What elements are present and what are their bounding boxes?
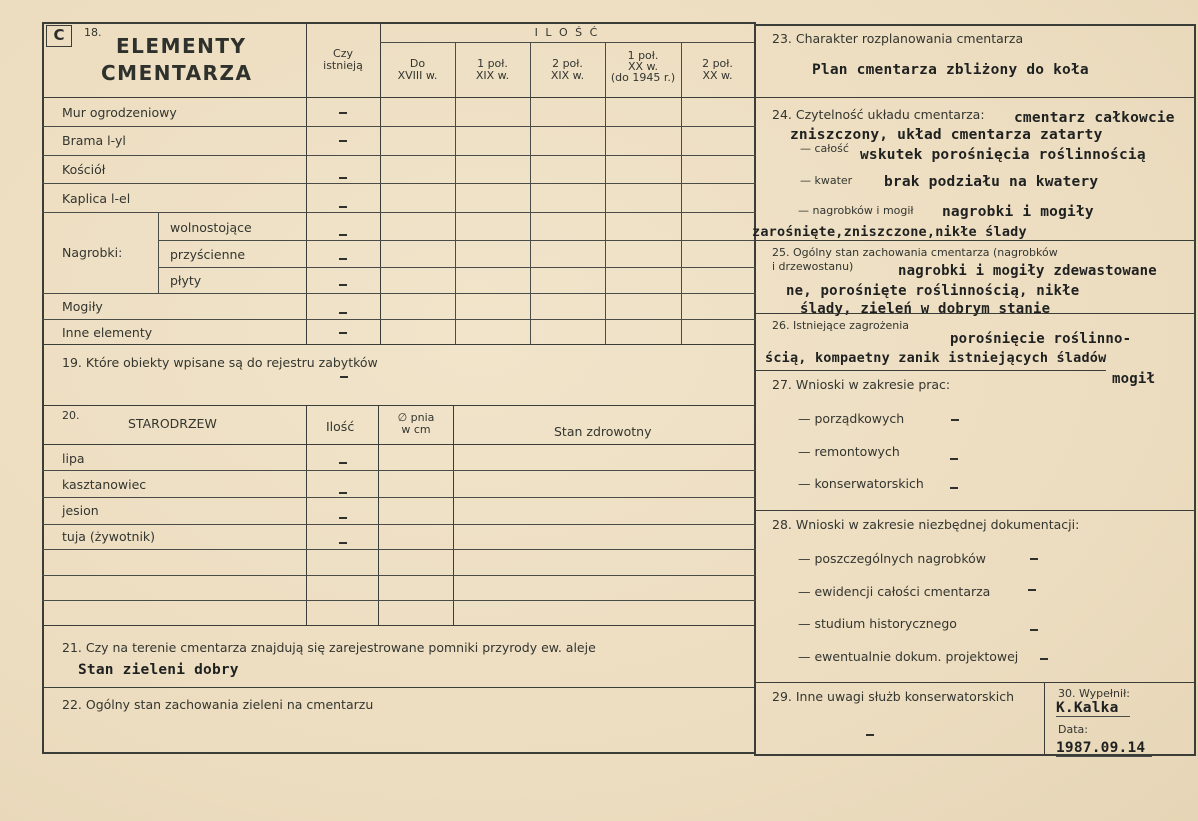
dash-brama — [339, 140, 347, 142]
row-nagrobki: Nagrobki: — [62, 245, 123, 260]
data-label: Data: — [1058, 723, 1088, 736]
a26-line3: mogił — [1112, 371, 1156, 387]
row-przyscienne: przyścienne — [170, 247, 246, 262]
dash-28a — [1030, 558, 1038, 560]
elementy-title: ELEMENTY — [116, 34, 247, 58]
dash-28c — [1030, 629, 1038, 631]
dash-inne — [339, 332, 347, 334]
row-mogily: Mogiły — [62, 299, 103, 314]
a24-line4: brak podziału na kwatery — [884, 174, 1099, 190]
dash-28b — [1028, 589, 1036, 591]
q25-line2: i drzewostanu) — [772, 260, 854, 273]
a24-line1: cmentarz całkowcie — [1014, 110, 1175, 126]
tree-lipa: lipa — [62, 451, 85, 466]
col-2pol-xx: 2 poł. XX w. — [702, 57, 733, 82]
dash-29 — [866, 734, 874, 736]
q24-nagrobkow: — nagrobków i mogił — [798, 204, 914, 217]
a26-line1: porośnięcie roślinno- — [950, 331, 1132, 347]
col-2pol-xix: 2 poł. XIX w. — [550, 57, 585, 82]
dash-27c — [950, 487, 958, 489]
q24-calosc: — całość — [800, 142, 849, 155]
row-brama: Brama l-yl — [62, 133, 126, 148]
ilosc-header: I L O Ś Ć — [534, 26, 600, 39]
dash-27a — [951, 419, 959, 421]
dash-lipa — [339, 462, 347, 464]
row-kaplica: Kaplica l-el — [62, 191, 131, 206]
q24-kwater: — kwater — [800, 174, 853, 187]
q29: 29. Inne uwagi służb konserwatorskich — [772, 689, 1014, 704]
row-wolnostojace: wolnostojące — [170, 220, 252, 235]
dash-przyscienne — [339, 258, 347, 260]
a24-line2: zniszczony, układ cmentarza zatarty — [790, 127, 1103, 143]
dash-mur — [339, 112, 347, 114]
num-20: 20. — [62, 409, 80, 422]
q19: 19. Które obiekty wpisane są do rejestru zabytków — [62, 355, 378, 370]
q23: 23. Charakter rozplanowania cmentarza — [772, 31, 1024, 46]
dash-kosciol — [339, 177, 347, 179]
a24-line3: wskutek porośnięcia roślinnością — [860, 147, 1146, 163]
ilosc2-header: Ilość — [326, 419, 355, 434]
a26-line2: ścią, kompaetny zanik istniejących śladów — [765, 350, 1107, 366]
dash-jesion — [339, 517, 347, 519]
dash-plyty — [339, 284, 347, 286]
q26: 26. Istniejące zagrożenia — [772, 319, 910, 332]
data-value: 1987.09.14 — [1056, 740, 1146, 756]
q25-line1: 25. Ogólny stan zachowania cmentarza (nagrobków — [772, 246, 1058, 259]
dash-kasztanowiec — [339, 492, 347, 494]
q28-projektowej: — ewentualnie dokum. projektowej — [798, 649, 1019, 664]
section-c-box — [46, 25, 72, 47]
q27-porzadkowych: — porządkowych — [798, 411, 905, 426]
q27-remontowych: — remontowych — [798, 444, 900, 459]
col-czy: Czy istnieją — [323, 47, 363, 72]
col-xviii: Do XVIII w. — [397, 57, 438, 82]
dash-27b — [950, 458, 958, 460]
dash-kaplica — [339, 206, 347, 208]
pnia-header: ∅ pnia w cm — [397, 411, 435, 436]
q21: 21. Czy na terenie cmentarza znajdują się zarejestrowane pomniki przyrody ew. aleje — [62, 640, 596, 655]
cmentarza-title: CMENTARZA — [101, 61, 253, 85]
a21: Stan zieleni dobry — [78, 662, 239, 678]
tree-kasztanowiec: kasztanowiec — [62, 477, 147, 492]
q24: 24. Czytelność układu cmentarza: — [772, 107, 985, 122]
q28-nagrobkow: — poszczególnych nagrobków — [798, 551, 987, 566]
col-1pol-xix: 1 poł. XIX w. — [475, 57, 510, 82]
q28: 28. Wnioski w zakresie niezbędnej dokumentacji: — [772, 517, 1080, 532]
q22: 22. Ogólny stan zachowania zieleni na cmentarzu — [62, 697, 374, 712]
row-plyty: płyty — [170, 273, 202, 288]
num-18: 18. — [84, 26, 102, 39]
q27: 27. Wnioski w zakresie prac: — [772, 377, 951, 392]
dash-tuja — [339, 542, 347, 544]
col-1pol-xx: 1 poł. XX w. (do 1945 r.) — [610, 49, 676, 84]
dash-mogily — [339, 312, 347, 314]
dash-28d — [1040, 658, 1048, 660]
a24-line6: zarośnięte,zniszczone,nikłe ślady — [752, 224, 1027, 240]
row-inne: Inne elementy — [62, 325, 153, 340]
a25-line2: ne, porośnięte roślinnością, nikłe — [786, 283, 1080, 299]
a30-signature: K.Kalka — [1056, 700, 1119, 716]
a23: Plan cmentarza zbliżony do koła — [812, 62, 1089, 78]
stan-header: Stan zdrowotny — [554, 424, 652, 439]
q28-ewidencji: — ewidencji całości cmentarza — [798, 584, 991, 599]
a24-line5: nagrobki i mogiły — [942, 204, 1094, 220]
a25-line3: ślady, zieleń w dobrym stanie — [800, 301, 1051, 317]
dash-19 — [340, 376, 348, 378]
q28-studium: — studium historycznego — [798, 616, 957, 631]
row-kosciol: Kościół — [62, 162, 106, 177]
tree-jesion: jesion — [62, 503, 99, 518]
starodrzew-header: STARODRZEW — [128, 416, 217, 431]
q30: 30. Wypełnił: — [1058, 687, 1130, 700]
dash-wolnostojace — [339, 234, 347, 236]
tree-tuja: tuja (żywotnik) — [62, 529, 156, 544]
row-mur: Mur ogrodzeniowy — [62, 105, 177, 120]
q27-konserwatorskich: — konserwatorskich — [798, 476, 924, 491]
section-c-letter: C — [53, 26, 65, 44]
a25-line1: nagrobki i mogiły zdewastowane — [898, 263, 1157, 279]
